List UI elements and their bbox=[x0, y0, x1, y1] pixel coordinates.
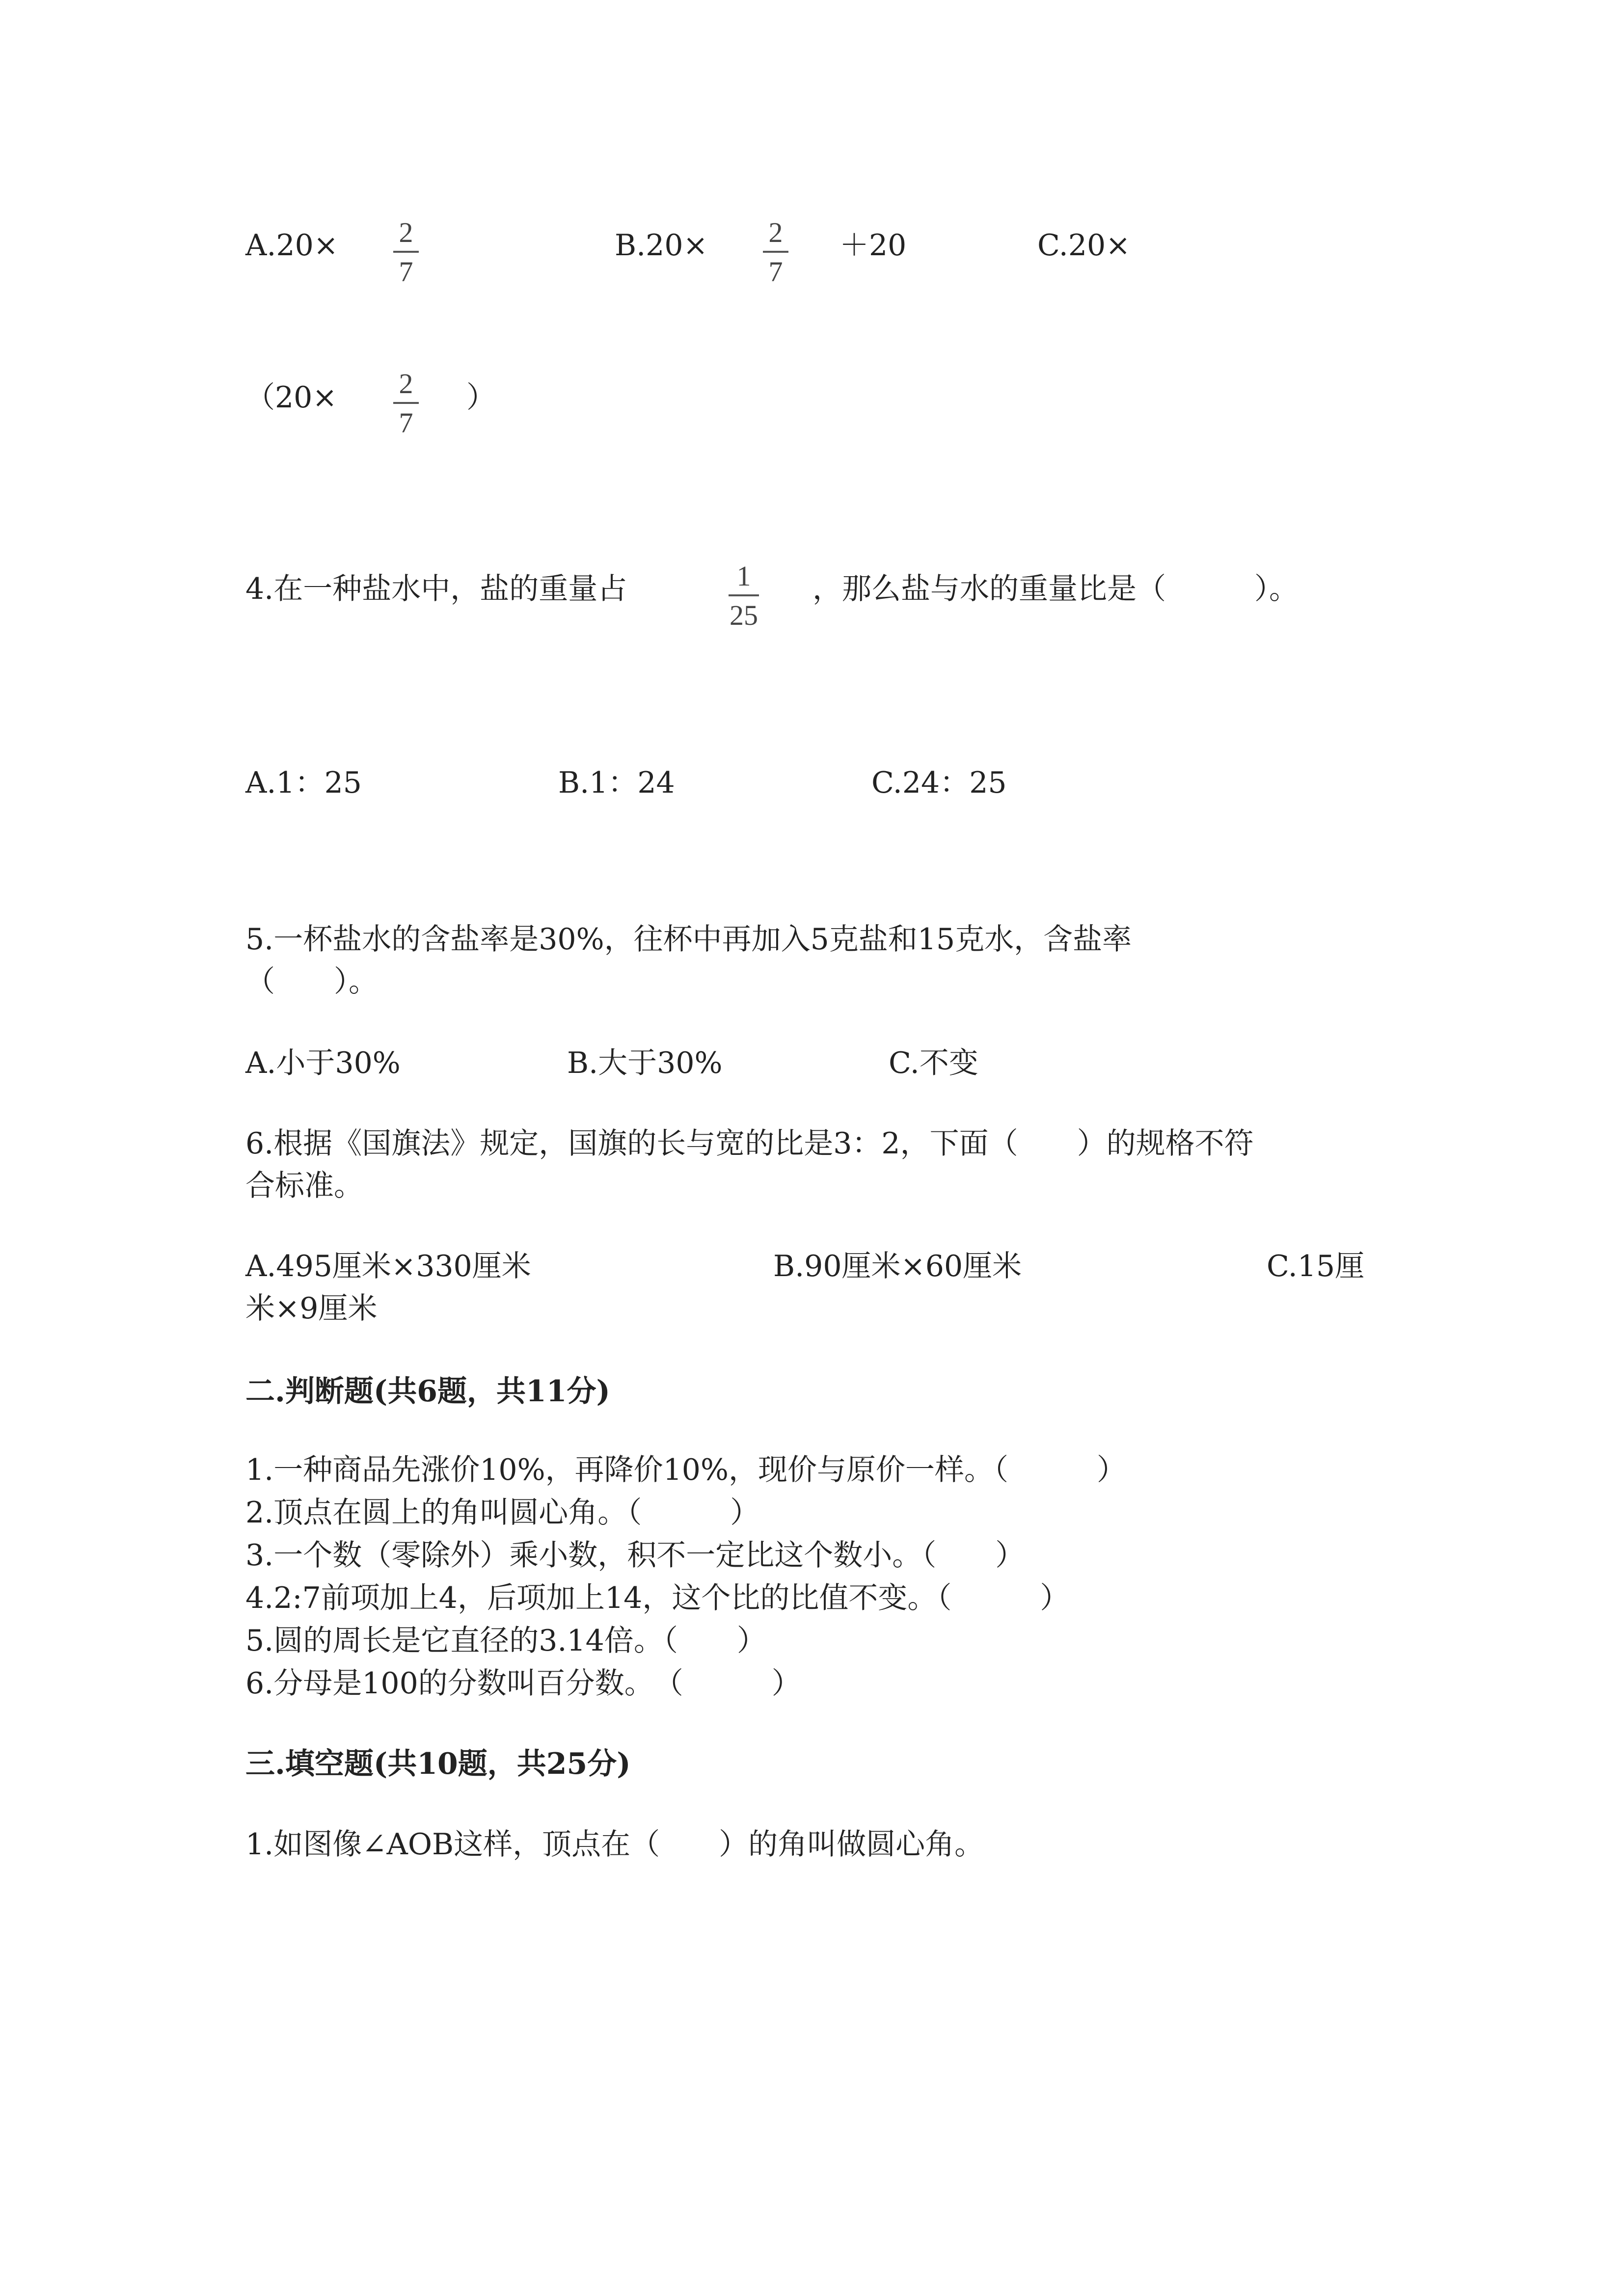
fraction-numerator: 1 bbox=[736, 560, 751, 592]
q3-option-a-fraction bbox=[391, 218, 421, 286]
fraction-denominator: 7 bbox=[399, 407, 413, 439]
q5-stem-line2: （ ）。 bbox=[245, 964, 378, 999]
q3-option-a: A.20× bbox=[245, 228, 339, 263]
q4-option-a: A.1：25 bbox=[245, 766, 362, 800]
fill-blank-item-1: 1.如图像∠AOB这样，顶点在（ ）的角叫做圆心角。 bbox=[245, 1827, 984, 1862]
q3-option-b: B.20× bbox=[615, 228, 708, 263]
q6-stem-line2: 合标准。 bbox=[245, 1169, 363, 1203]
fraction-bar bbox=[729, 594, 759, 596]
fraction-bar bbox=[393, 402, 419, 404]
judgement-item-2: 2.顶点在圆上的角叫圆心角。（ ） bbox=[245, 1495, 760, 1530]
judgement-item-1: 1.一种商品先涨价10%，再降价10%，现价与原价一样。（ ） bbox=[245, 1453, 1126, 1487]
section-2-title: 二.判断题(共6题，共11分) bbox=[245, 1374, 610, 1409]
fraction-bar bbox=[393, 251, 419, 253]
q6-option-c: C.15厘 bbox=[1267, 1249, 1365, 1283]
fraction-numerator: 2 bbox=[399, 216, 413, 248]
q3-option-b-suffix: ＋20 bbox=[839, 228, 907, 263]
q6-option-c-continued: 米×9厘米 bbox=[245, 1291, 378, 1326]
fraction-numerator: 2 bbox=[768, 216, 783, 248]
q4-stem-continued: ，那么盐与水的重量比是（ ）。 bbox=[812, 572, 1299, 606]
judgement-item-4: 4.2:7前项加上4，后项加上14，这个比的比值不变。（ ） bbox=[245, 1581, 1070, 1615]
fraction-denominator: 25 bbox=[730, 599, 758, 631]
section-3-title: 三.填空题(共10题，共25分) bbox=[245, 1747, 631, 1781]
q5-option-a: A.小于30% bbox=[245, 1046, 401, 1080]
q5-option-c: C.不变 bbox=[889, 1046, 978, 1080]
q3-option-c-close: ） bbox=[466, 380, 496, 415]
q6-option-b: B.90厘米×60厘米 bbox=[773, 1249, 1022, 1283]
q6-option-a: A.495厘米×330厘米 bbox=[245, 1249, 531, 1283]
fraction-numerator: 2 bbox=[399, 368, 413, 400]
fraction-denominator: 7 bbox=[768, 256, 783, 288]
q3-option-b-fraction bbox=[761, 218, 790, 286]
judgement-item-5: 5.圆的周长是它直径的3.14倍。（ ） bbox=[245, 1624, 766, 1658]
q3-option-c-fraction bbox=[391, 370, 421, 437]
judgement-item-6: 6.分母是100的分数叫百分数。 （ ） bbox=[245, 1666, 801, 1701]
fraction-denominator: 7 bbox=[399, 256, 413, 288]
q3-option-c-continued: （20× bbox=[245, 380, 337, 415]
q3-option-c: C.20× bbox=[1037, 228, 1131, 263]
q4-fraction bbox=[727, 562, 761, 630]
q5-option-b: B.大于30% bbox=[567, 1046, 723, 1080]
q4-option-c: C.24：25 bbox=[871, 766, 1007, 800]
q6-stem-line1: 6.根据《国旗法》规定，国旗的长与宽的比是3：2，下面（ ）的规格不符 bbox=[245, 1126, 1254, 1161]
q5-stem-line1: 5.一杯盐水的含盐率是30%，往杯中再加入5克盐和15克水，含盐率 bbox=[245, 922, 1132, 957]
q4-option-b: B.1：24 bbox=[558, 766, 675, 800]
judgement-item-3: 3.一个数（零除外）乘小数，积不一定比这个数小。（ ） bbox=[245, 1538, 1025, 1573]
q4-stem: 4.在一种盐水中，盐的重量占 bbox=[245, 572, 627, 606]
fraction-bar bbox=[763, 251, 788, 253]
